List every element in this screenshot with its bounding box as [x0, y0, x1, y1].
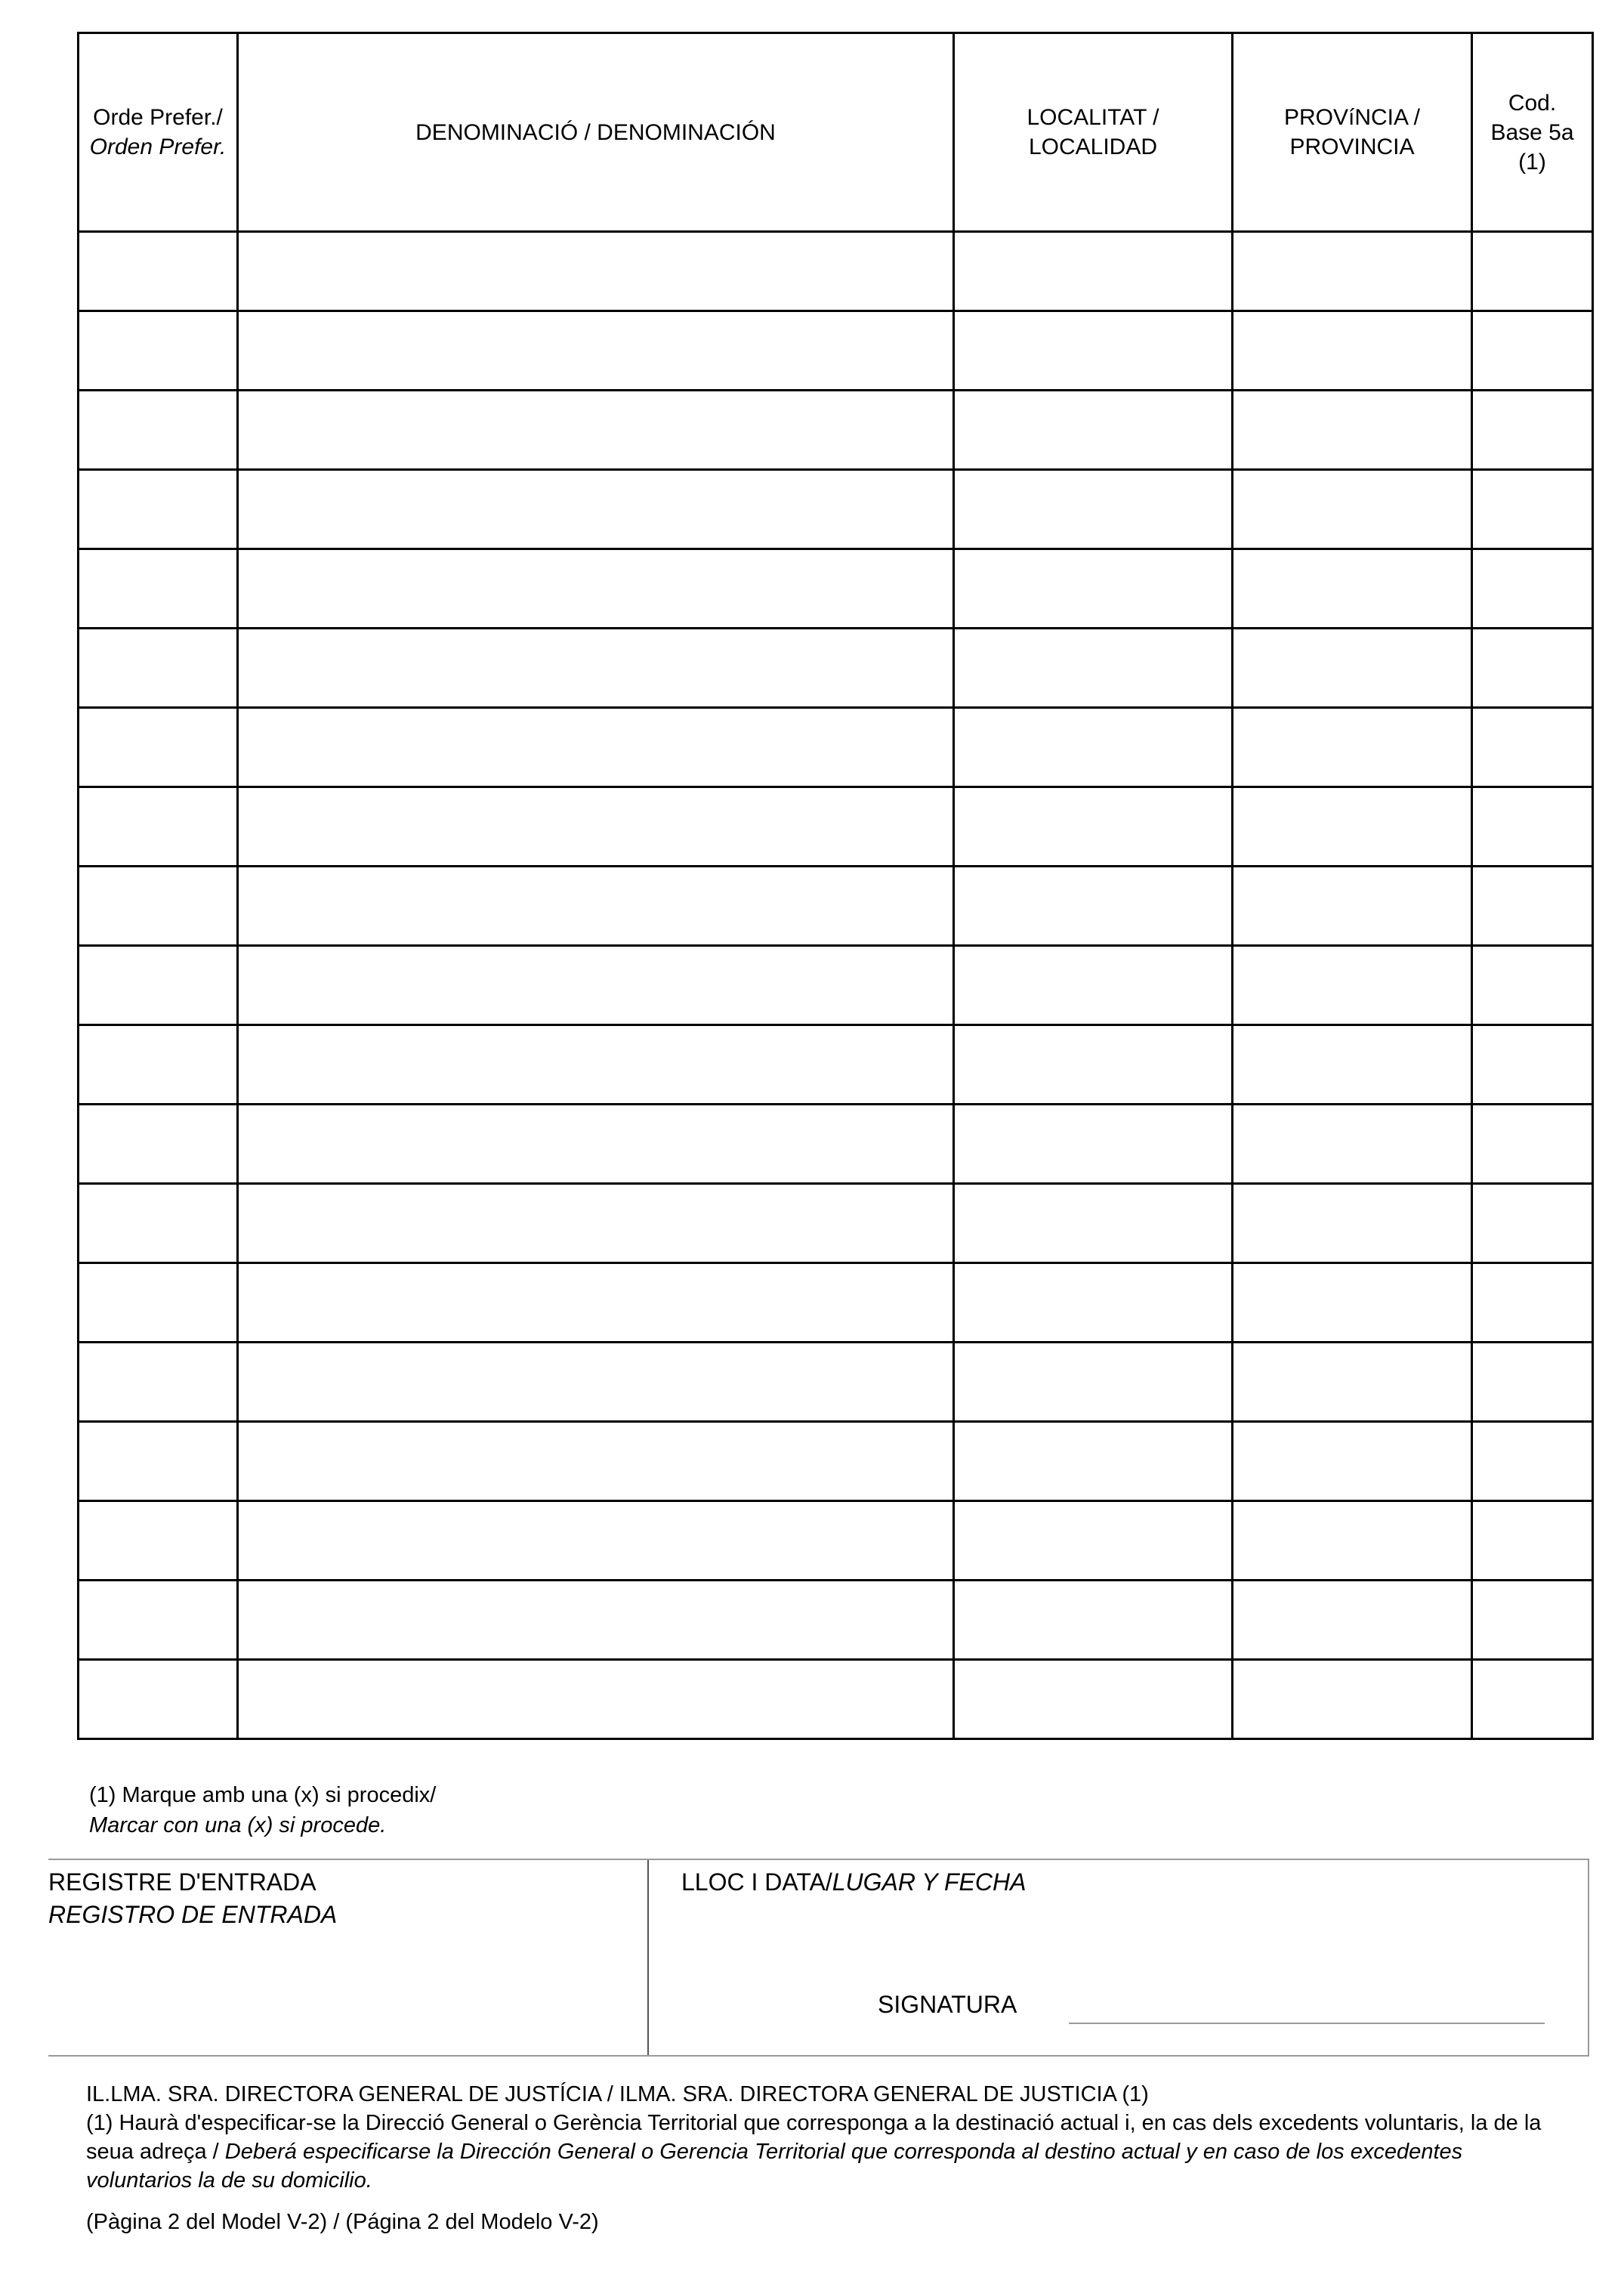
- cell-order[interactable]: [79, 232, 238, 311]
- header-order-ca: Orde Prefer./: [93, 105, 223, 130]
- cell-province[interactable]: [1233, 1422, 1472, 1501]
- table-row: [79, 1343, 1593, 1422]
- header-code-line2: Base 5a: [1490, 119, 1574, 145]
- cell-province[interactable]: [1233, 1343, 1472, 1422]
- cell-locality[interactable]: [954, 470, 1233, 549]
- cell-code[interactable]: [1472, 311, 1593, 391]
- cell-province[interactable]: [1233, 1501, 1472, 1581]
- footnote-es: Marcar con una (x) si procede.: [89, 1813, 387, 1837]
- cell-denomination[interactable]: [238, 1343, 954, 1422]
- cell-code[interactable]: [1472, 946, 1593, 1025]
- table-footnote: [89, 1780, 436, 1840]
- table-row: [79, 629, 1593, 708]
- header-province-ca: PROVíNCIA /: [1283, 105, 1421, 130]
- cell-locality[interactable]: [954, 311, 1233, 391]
- cell-denomination[interactable]: [238, 391, 954, 470]
- cell-denomination[interactable]: [238, 1660, 954, 1739]
- header-denomination-label: DENOMINACIÓ / DENOMINACIÓN: [415, 119, 776, 145]
- cell-locality[interactable]: [954, 549, 1233, 629]
- cell-order[interactable]: [79, 867, 238, 946]
- table-row: [79, 1501, 1593, 1581]
- cell-code[interactable]: [1472, 1105, 1593, 1184]
- cell-locality[interactable]: [954, 1184, 1233, 1263]
- registry-label-es: REGISTRO DE ENTRADA: [48, 1901, 338, 1928]
- cell-code[interactable]: [1472, 867, 1593, 946]
- cell-locality[interactable]: [954, 1581, 1233, 1660]
- cell-locality[interactable]: [954, 629, 1233, 708]
- header-province-es: PROVINCIA: [1289, 134, 1415, 159]
- cell-locality[interactable]: [954, 867, 1233, 946]
- cell-province[interactable]: [1233, 867, 1472, 946]
- cell-code[interactable]: [1472, 787, 1593, 867]
- table-row: [79, 1105, 1593, 1184]
- table-row: [79, 1184, 1593, 1263]
- cell-province[interactable]: [1233, 311, 1472, 391]
- table-row: [79, 787, 1593, 867]
- cell-order[interactable]: [79, 1422, 238, 1501]
- cell-locality[interactable]: [954, 1105, 1233, 1184]
- cell-denomination[interactable]: [238, 1025, 954, 1105]
- cell-locality[interactable]: [954, 708, 1233, 787]
- table-header-row: [79, 33, 1593, 232]
- cell-locality[interactable]: [954, 232, 1233, 311]
- cell-province[interactable]: [1233, 787, 1472, 867]
- cell-denomination[interactable]: [238, 311, 954, 391]
- cell-locality[interactable]: [954, 946, 1233, 1025]
- cell-order[interactable]: [79, 629, 238, 708]
- cell-denomination[interactable]: [238, 1581, 954, 1660]
- header-province: [1233, 33, 1472, 232]
- table-row: [79, 470, 1593, 549]
- cell-code[interactable]: [1472, 391, 1593, 470]
- cell-code[interactable]: [1472, 1660, 1593, 1739]
- table-row: [79, 1263, 1593, 1343]
- place-date-label: [681, 1866, 1026, 1899]
- cell-order[interactable]: [79, 1501, 238, 1581]
- cell-province[interactable]: [1233, 549, 1472, 629]
- cell-code[interactable]: [1472, 232, 1593, 311]
- cell-province[interactable]: [1233, 1263, 1472, 1343]
- cell-locality[interactable]: [954, 1263, 1233, 1343]
- cell-province[interactable]: [1233, 1184, 1472, 1263]
- table-row: [79, 232, 1593, 311]
- cell-province[interactable]: [1233, 708, 1472, 787]
- addressee-block: [86, 2080, 1544, 2195]
- registry-label: [48, 1866, 337, 1931]
- cell-code[interactable]: [1472, 1184, 1593, 1263]
- table-row: [79, 867, 1593, 946]
- cell-locality[interactable]: [954, 391, 1233, 470]
- cell-code[interactable]: [1472, 1501, 1593, 1581]
- header-locality-es: LOCALIDAD: [1028, 134, 1158, 159]
- cell-order[interactable]: [79, 311, 238, 391]
- header-locality-ca: LOCALITAT /: [1027, 105, 1159, 130]
- cell-order[interactable]: [79, 1025, 238, 1105]
- table-row: [79, 311, 1593, 391]
- cell-province[interactable]: [1233, 391, 1472, 470]
- header-code-line1: Cod.: [1508, 90, 1557, 116]
- page-number-note: (Pàgina 2 del Model V-2) / (Página 2 del Modelo V-2): [86, 2210, 599, 2234]
- cell-order[interactable]: [79, 549, 238, 629]
- header-locality: [954, 33, 1233, 232]
- registry-signature-box: [48, 1859, 1589, 2057]
- preferences-table: [77, 32, 1594, 1740]
- table-row: [79, 391, 1593, 470]
- signature-label: SIGNATURA: [878, 1991, 1017, 2018]
- cell-locality[interactable]: [954, 1660, 1233, 1739]
- cell-denomination[interactable]: [238, 946, 954, 1025]
- cell-order[interactable]: [79, 1343, 238, 1422]
- footnote-ca: (1) Marque amb una (x) si procedix/: [89, 1783, 437, 1807]
- cell-order[interactable]: [79, 470, 238, 549]
- cell-order[interactable]: [79, 1581, 238, 1660]
- header-order: [79, 33, 238, 232]
- cell-denomination[interactable]: [238, 1263, 954, 1343]
- cell-order[interactable]: [79, 1263, 238, 1343]
- cell-order[interactable]: [79, 708, 238, 787]
- cell-code[interactable]: [1472, 629, 1593, 708]
- table-row: [79, 946, 1593, 1025]
- cell-code[interactable]: [1472, 708, 1593, 787]
- cell-province[interactable]: [1233, 1660, 1472, 1739]
- cell-code[interactable]: [1472, 1422, 1593, 1501]
- cell-order[interactable]: [79, 1660, 238, 1739]
- place-date-label-es: LUGAR Y FECHA: [832, 1868, 1027, 1896]
- header-code-line3: (1): [1518, 149, 1546, 175]
- cell-denomination[interactable]: [238, 1105, 954, 1184]
- table-row: [79, 1660, 1593, 1739]
- cell-order[interactable]: [79, 787, 238, 867]
- table-row: [79, 1581, 1593, 1660]
- header-order-es: Orden Prefer.: [89, 134, 227, 159]
- cell-denomination[interactable]: [238, 549, 954, 629]
- cell-denomination[interactable]: [238, 1184, 954, 1263]
- cell-denomination[interactable]: [238, 629, 954, 708]
- cell-province[interactable]: [1233, 629, 1472, 708]
- cell-locality[interactable]: [954, 1343, 1233, 1422]
- header-denomination: [238, 33, 954, 232]
- cell-province[interactable]: [1233, 1025, 1472, 1105]
- cell-order[interactable]: [79, 391, 238, 470]
- cell-code[interactable]: [1472, 1025, 1593, 1105]
- cell-order[interactable]: [79, 1184, 238, 1263]
- cell-denomination[interactable]: [238, 1501, 954, 1581]
- cell-denomination[interactable]: [238, 1422, 954, 1501]
- addressee-line: IL.LMA. SRA. DIRECTORA GENERAL DE JUSTÍCIA / ILMA. SRA. DIRECTORA GENERAL DE JUSTICIA (1): [86, 2082, 1149, 2106]
- table-row: [79, 1422, 1593, 1501]
- cell-denomination[interactable]: [238, 787, 954, 867]
- place-date-label-ca: LLOC I DATA/: [681, 1868, 832, 1896]
- addressee-note: [86, 2109, 1544, 2195]
- cell-denomination[interactable]: [238, 708, 954, 787]
- cell-locality[interactable]: [954, 1501, 1233, 1581]
- cell-province[interactable]: [1233, 232, 1472, 311]
- signature-line[interactable]: [1069, 2023, 1545, 2024]
- cell-locality[interactable]: [954, 787, 1233, 867]
- cell-code[interactable]: [1472, 470, 1593, 549]
- cell-province[interactable]: [1233, 1581, 1472, 1660]
- header-code: [1472, 33, 1593, 232]
- table-row: [79, 549, 1593, 629]
- cell-code[interactable]: [1472, 1343, 1593, 1422]
- cell-denomination[interactable]: [238, 232, 954, 311]
- cell-province[interactable]: [1233, 946, 1472, 1025]
- table-row: [79, 1025, 1593, 1105]
- cell-code[interactable]: [1472, 1263, 1593, 1343]
- box-divider: [647, 1860, 649, 2055]
- addressee-note-es: Deberá especificarse la Dirección General o Gerencia Territorial que corresponda al destino actual y en caso de los excedentes voluntarios la de su domicilio.: [86, 2140, 1463, 2193]
- cell-denomination[interactable]: [238, 470, 954, 549]
- cell-province[interactable]: [1233, 1105, 1472, 1184]
- cell-denomination[interactable]: [238, 867, 954, 946]
- cell-locality[interactable]: [954, 1422, 1233, 1501]
- cell-order[interactable]: [79, 946, 238, 1025]
- cell-code[interactable]: [1472, 549, 1593, 629]
- cell-order[interactable]: [79, 1105, 238, 1184]
- registry-label-ca: REGISTRE D'ENTRADA: [48, 1868, 316, 1896]
- cell-province[interactable]: [1233, 470, 1472, 549]
- addressee-note-ca: (1) Haurà d'especificar-se la Direcció General o Gerència Territorial que corresponga a la destinació actual i, en cas dels excedents voluntaris, la de la seua adreça /: [86, 2111, 1542, 2164]
- table-row: [79, 708, 1593, 787]
- cell-locality[interactable]: [954, 1025, 1233, 1105]
- cell-code[interactable]: [1472, 1581, 1593, 1660]
